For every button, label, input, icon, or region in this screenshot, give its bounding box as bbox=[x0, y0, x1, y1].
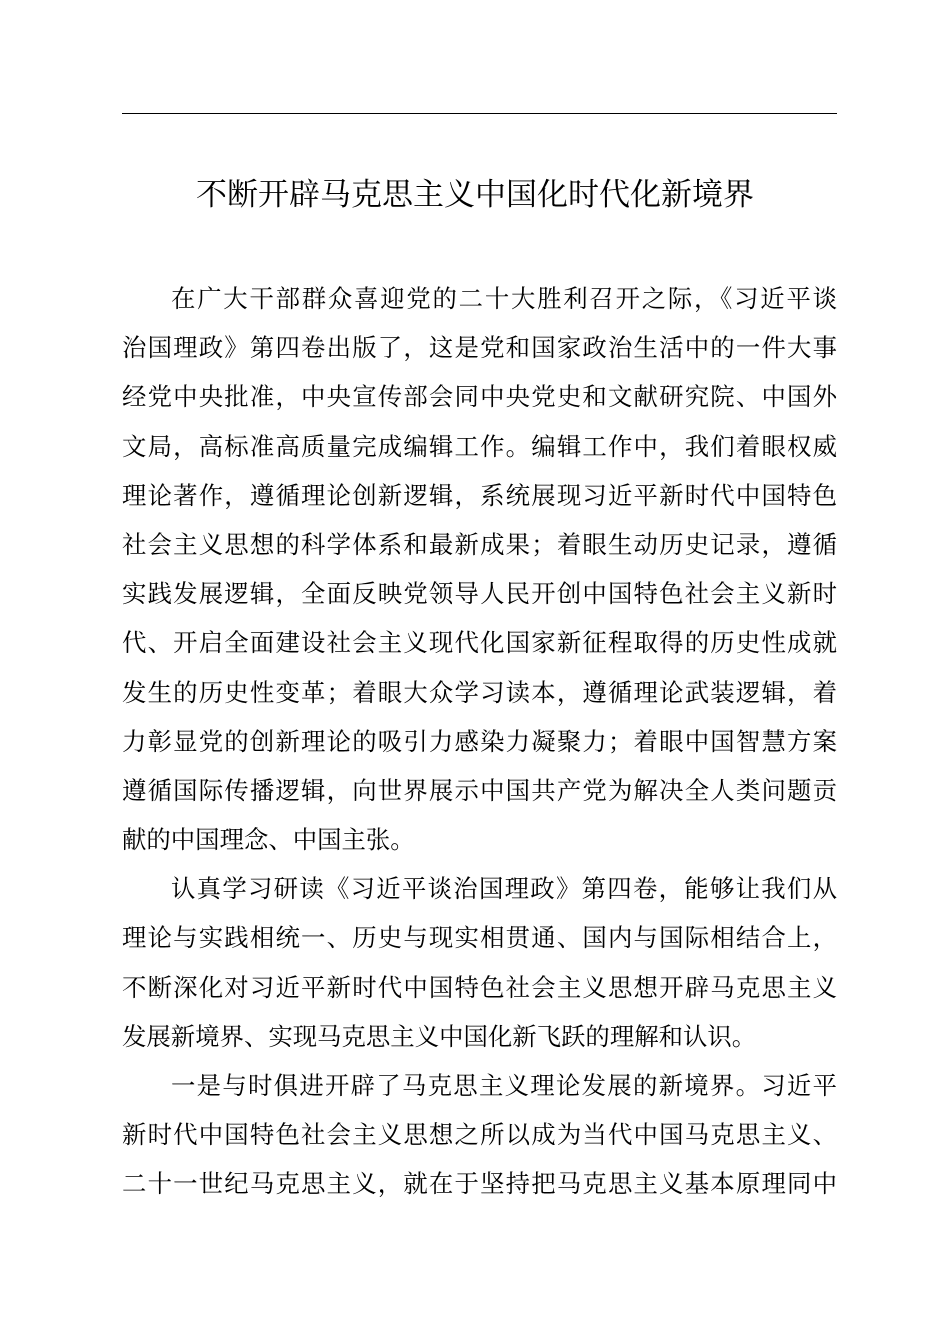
text-line: 发展新境界、实现马克思主义中国化新飞跃的理解和认识。 bbox=[122, 1021, 757, 1051]
text-line: 新时代中国特色社会主义思想之所以成为当代中国马克思主义、 bbox=[122, 1120, 837, 1150]
text-line: 一是与时俱进开辟了马克思主义理论发展的新境界。习近平 bbox=[171, 1071, 837, 1100]
text-line: 力彰显党的创新理论的吸引力感染力凝聚力；着眼中国智慧方案 bbox=[122, 726, 837, 756]
text-line: 文局，高标准高质量完成编辑工作。编辑工作中，我们着眼权威 bbox=[122, 431, 837, 461]
text-line: 治国理政》第四卷出版了，这是党和国家政治生活中的一件大事 bbox=[122, 333, 837, 363]
body-text bbox=[122, 274, 837, 1209]
text-line: 认真学习研读《习近平谈治国理政》第四卷，能够让我们从 bbox=[171, 874, 837, 904]
text-line: 在广大干部群众喜迎党的二十大胜利召开之际，《习近平谈 bbox=[171, 284, 837, 313]
text-line: 实践发展逻辑，全面反映党领导人民开创中国特色社会主义新时 bbox=[122, 579, 837, 609]
text-line: 经党中央批准，中央宣传部会同中央党史和文献研究院、中国外 bbox=[122, 382, 837, 412]
text-line: 遵循国际传播逻辑，向世界展示中国共产党为解决全人类问题贡 bbox=[122, 775, 837, 805]
page-title: 不断开辟马克思主义中国化时代化新境界 bbox=[196, 177, 754, 213]
header-rule bbox=[122, 113, 837, 114]
text-line: 代、开启全面建设社会主义现代化国家新征程取得的历史性成就 bbox=[122, 628, 837, 658]
text-line: 二十一世纪马克思主义，就在于坚持把马克思主义基本原理同中 bbox=[122, 1169, 837, 1199]
text-line: 献的中国理念、中国主张。 bbox=[122, 825, 415, 855]
text-line: 不断深化对习近平新时代中国特色社会主义思想开辟马克思主义 bbox=[122, 972, 837, 1002]
text-line: 发生的历史性变革；着眼大众学习读本，遵循理论武装逻辑，着 bbox=[122, 677, 837, 707]
text-line: 理论与实践相统一、历史与现实相贯通、国内与国际相结合上， bbox=[122, 923, 837, 953]
text-line: 理论著作，遵循理论创新逻辑，系统展现习近平新时代中国特色 bbox=[122, 480, 837, 510]
text-line: 社会主义思想的科学体系和最新成果；着眼生动历史记录，遵循 bbox=[122, 529, 837, 559]
